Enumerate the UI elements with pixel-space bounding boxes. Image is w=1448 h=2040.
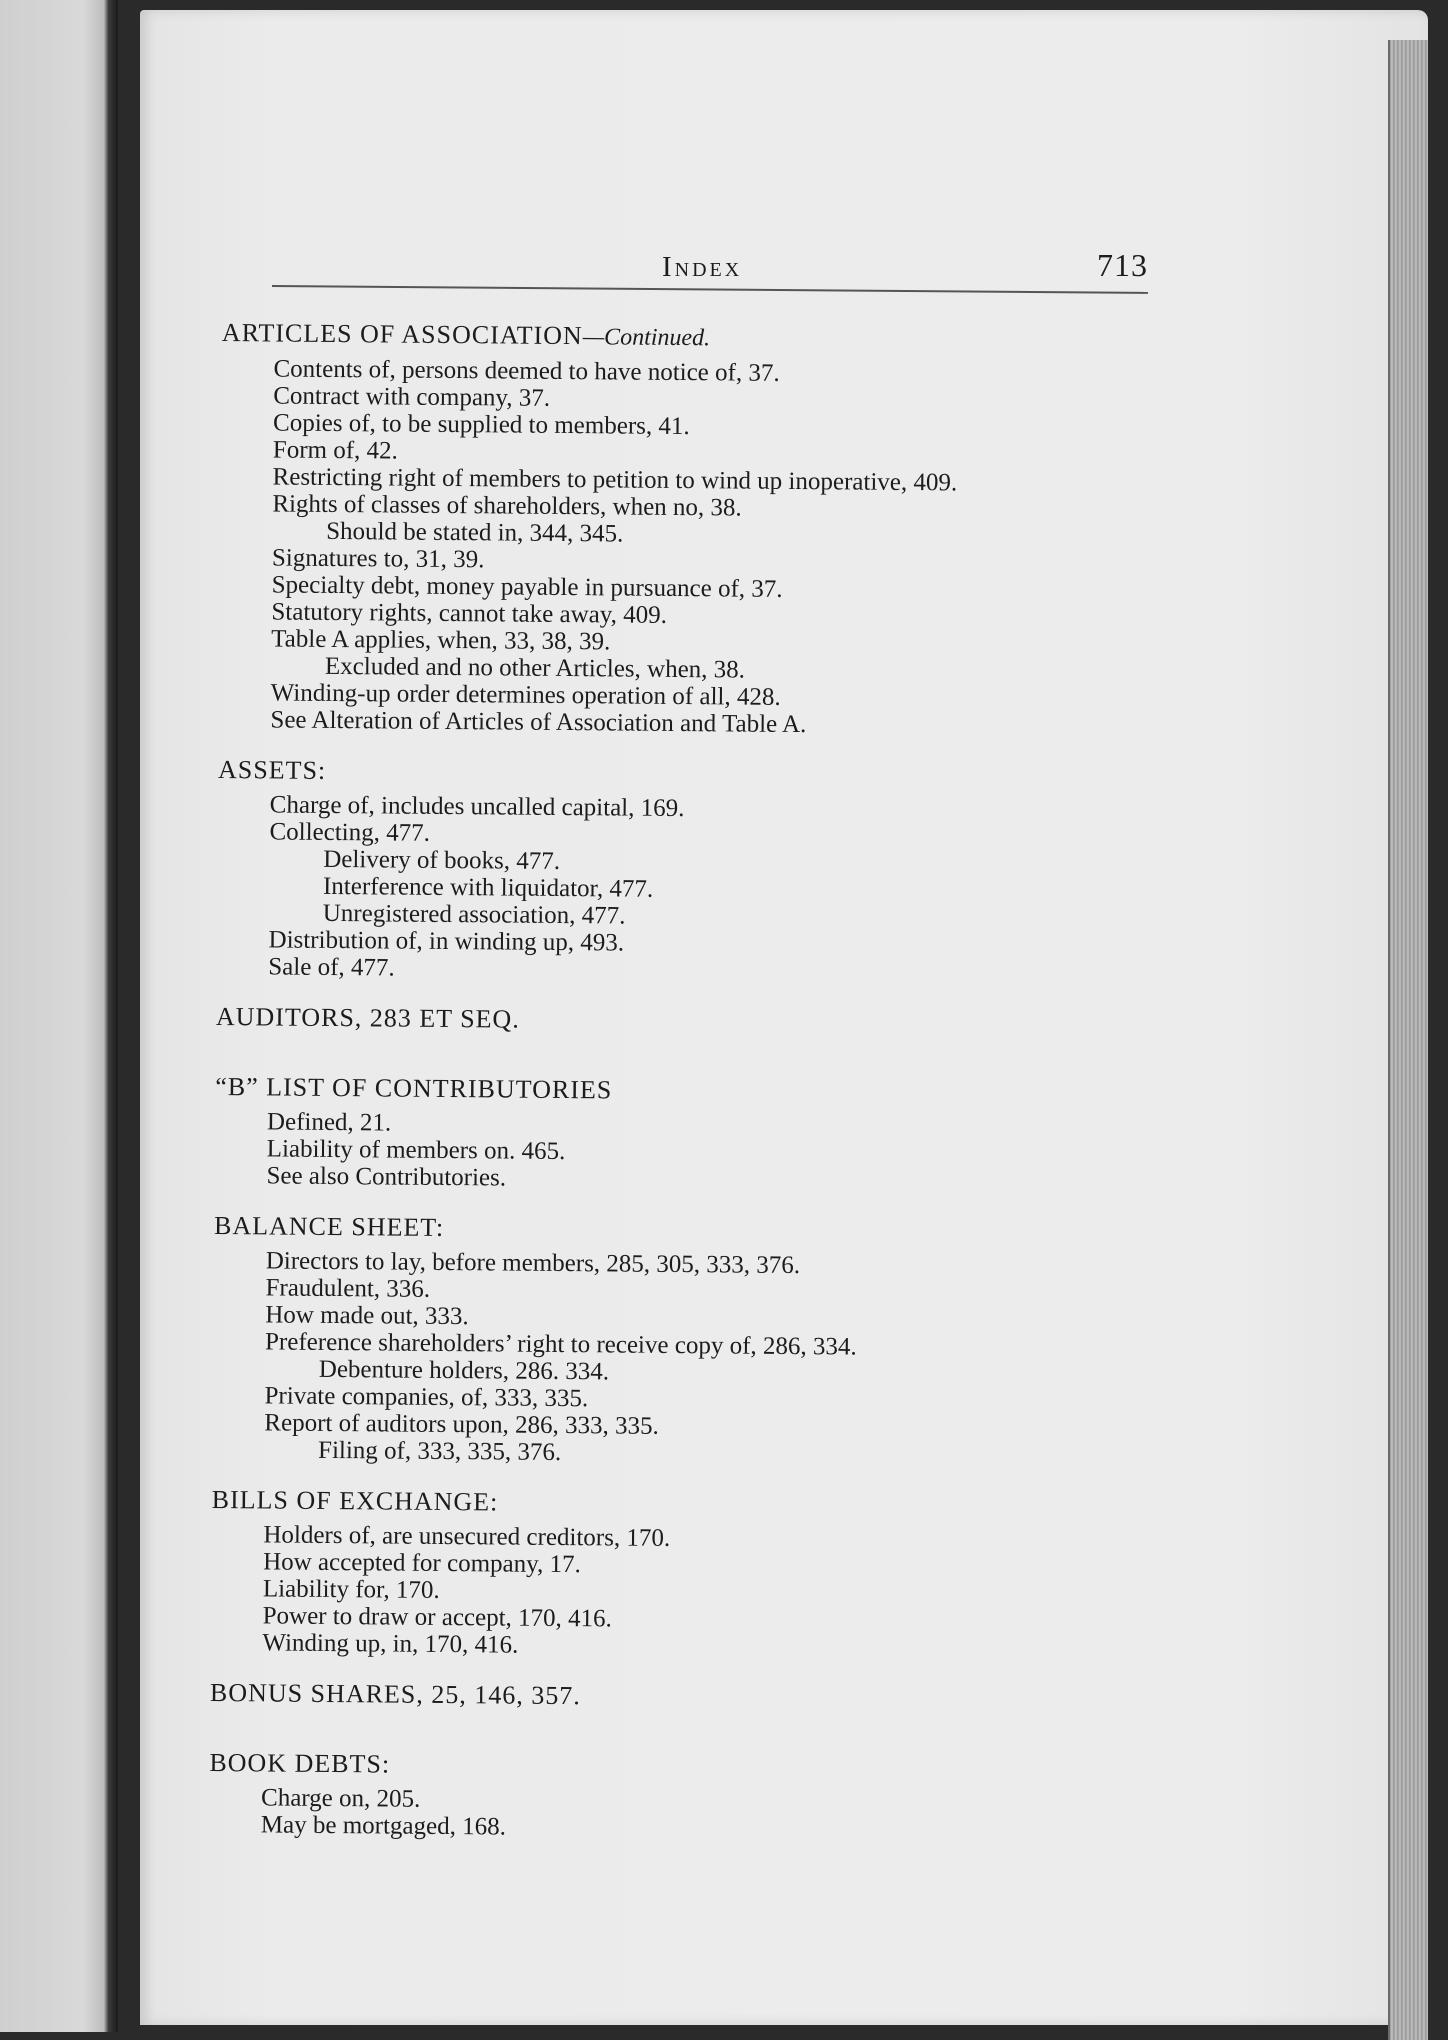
index-subentry: Directors to lay, before members, 285, 305, 333, 376.	[265, 1247, 801, 1280]
index-subsubentry: Excluded and no other Articles, when, 38.	[324, 652, 746, 684]
index-heading: BILLS OF EXCHANGE:	[211, 1484, 499, 1517]
index-content	[209, 318, 1182, 1868]
running-title: Index	[662, 251, 743, 283]
index-subentry: Sale of, 477.	[268, 953, 395, 982]
continued-label: —Continued.	[582, 324, 711, 352]
index-entry	[210, 1678, 1170, 1716]
index-heading: AUDITORS, 283 ET SEQ.	[215, 1001, 520, 1034]
index-entry	[212, 1211, 1174, 1471]
index-entry	[214, 1072, 1175, 1197]
index-subentry: Charge on, 205.	[260, 1784, 421, 1813]
page-number: 713	[1097, 247, 1148, 283]
index-subentry: Statutory rights, cannot take away, 409.	[271, 598, 668, 629]
index-subentry: How made out, 333.	[265, 1301, 469, 1331]
index-subsubentry: Interference with liquidator, 477.	[322, 872, 654, 903]
index-subentry: Charge of, includes uncalled capital, 169.	[269, 791, 685, 823]
index-heading: BALANCE SHEET:	[213, 1210, 445, 1242]
index-heading: BONUS SHARES, 25, 146, 357.	[209, 1677, 581, 1711]
page-header	[272, 245, 1148, 315]
page-stack-edge	[1388, 40, 1428, 2040]
index-subsubentry: Delivery of books, 477.	[323, 845, 561, 875]
index-subentry: Power to draw or accept, 170, 416.	[262, 1602, 612, 1633]
index-entry	[210, 1485, 1171, 1664]
index-subentry: Report of auditors upon, 286, 333, 335.	[264, 1409, 659, 1440]
index-subentry: Form of, 42.	[272, 436, 398, 465]
index-entry	[218, 318, 1182, 741]
index-entry	[209, 1748, 1170, 1846]
index-subentry: Contract with company, 37.	[273, 382, 551, 412]
index-subsubentry: Filing of, 333, 335, 376.	[318, 1436, 562, 1467]
index-subsubentry: Debenture holders, 286. 334.	[318, 1355, 610, 1386]
index-heading: “B” LIST OF CONTRIBUTORIES	[215, 1071, 613, 1105]
header-rule	[272, 285, 1148, 294]
index-subentry: Collecting, 477.	[269, 818, 431, 847]
index-subentry: Restricting right of members to petition to wind up inoperative, 409.	[272, 463, 958, 497]
index-subentry: Preference shareholders’ right to receive copy of, 286, 334.	[264, 1328, 857, 1361]
index-subentry: Liability for, 170.	[262, 1575, 440, 1604]
index-subentry: May be mortgaged, 168.	[260, 1811, 507, 1841]
index-subentry: Defined, 21.	[266, 1108, 392, 1137]
index-entry	[216, 1002, 1176, 1040]
index-subentry: Winding up, in, 170, 416.	[262, 1629, 519, 1659]
facing-page-edge	[0, 0, 118, 2032]
index-subsubentry: Should be stated in, 344, 345.	[326, 517, 624, 548]
index-subentry: Contents of, persons deemed to have notice of, 37.	[273, 355, 780, 387]
index-subentry: Fraudulent, 336.	[265, 1274, 431, 1303]
index-subentry: How accepted for company, 17.	[263, 1548, 581, 1579]
index-subentry: Distribution of, in winding up, 493.	[268, 926, 625, 957]
index-subentry: See Alteration of Articles of Association and Table A.	[270, 706, 807, 739]
index-subentry: Winding-up order determines operation of all, 428.	[270, 679, 781, 711]
index-subentry: Holders of, are unsecured creditors, 170.	[263, 1521, 671, 1552]
index-subentry: Copies of, to be supplied to members, 41.	[272, 409, 690, 441]
index-heading: ASSETS:	[217, 754, 327, 785]
index-subentry: See also Contributories.	[266, 1162, 507, 1192]
index-subsubentry: Unregistered association, 477.	[322, 899, 626, 930]
index-subentry: Specialty debt, money payable in pursuance of, 37.	[271, 571, 783, 603]
index-subentry: Signatures to, 31, 39.	[271, 544, 485, 574]
index-heading: BOOK DEBTS:	[209, 1747, 391, 1779]
index-subentry: Private companies, of, 333, 335.	[264, 1382, 589, 1413]
index-subentry: Table A applies, when, 33, 38, 39.	[271, 625, 611, 656]
index-heading: ARTICLES OF ASSOCIATION—Continued.	[221, 318, 711, 352]
index-subentry: Rights of classes of shareholders, when no, 38.	[272, 490, 742, 522]
index-subentry: Liability of members on. 465.	[266, 1135, 566, 1166]
index-entry	[216, 755, 1178, 988]
